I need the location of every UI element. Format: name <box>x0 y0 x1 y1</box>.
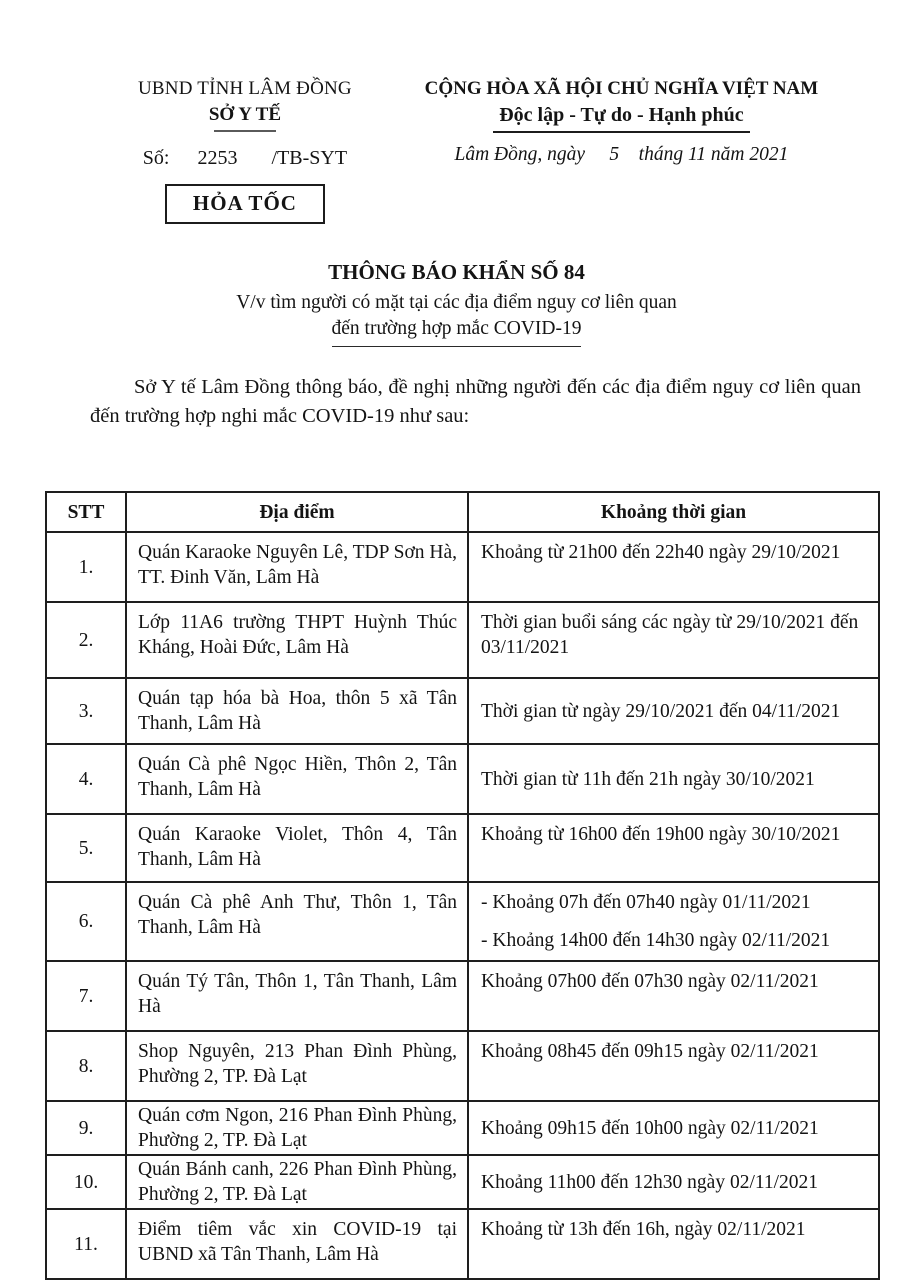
table-row <box>46 814 879 882</box>
row-number: 10. <box>46 1155 126 1209</box>
table-row <box>46 1209 879 1279</box>
place-and-date: Lâm Đồng, ngày 5 tháng 11 năm 2021 <box>454 144 789 165</box>
time-line: Thời gian từ 11h đến 21h ngày 30/10/2021 <box>481 768 815 790</box>
time-line: Khoảng từ 13h đến 16h, ngày 02/11/2021 <box>481 1219 806 1240</box>
location-cell: Quán Tý Tân, Thôn 1, Tân Thanh, Lâm Hà <box>126 961 468 1031</box>
row-number: 11. <box>46 1209 126 1279</box>
location-cell: Quán Karaoke Violet, Thôn 4, Tân Thanh, Lâm Hà <box>126 814 468 882</box>
time-cell <box>468 602 879 678</box>
table-row <box>46 532 879 602</box>
document-header <box>45 76 878 224</box>
row-number: 8. <box>46 1031 126 1101</box>
time-line: Khoảng 09h15 đến 10h00 ngày 02/11/2021 <box>481 1117 819 1139</box>
table-row <box>46 961 879 1031</box>
location-cell: Quán cơm Ngon, 216 Phan Đình Phùng, Phường 2, TP. Đà Lạt <box>126 1101 468 1155</box>
document-subtitle-line2: đến trường hợp mắc COVID-19 <box>332 316 582 347</box>
document-number-label: Số: <box>142 147 170 169</box>
time-line: Khoảng 11h00 đến 12h30 ngày 02/11/2021 <box>481 1171 819 1193</box>
row-number: 1. <box>46 532 126 602</box>
urgency-stamp: HỎA TỐC <box>165 184 325 224</box>
time-line: Khoảng 08h45 đến 09h15 ngày 02/11/2021 <box>481 1041 819 1062</box>
national-motto-line1: CỘNG HÒA XÃ HỘI CHỦ NGHĨA VIỆT NAM <box>424 78 819 99</box>
time-line: Khoảng từ 16h00 đến 19h00 ngày 30/10/2021 <box>481 824 841 845</box>
location-cell: Shop Nguyên, 213 Phan Đình Phùng, Phường 2, TP. Đà Lạt <box>126 1031 468 1101</box>
location-cell: Quán Karaoke Nguyên Lê, TDP Sơn Hà, TT. Đinh Văn, Lâm Hà <box>126 532 468 602</box>
location-cell: Quán Cà phê Ngọc Hiền, Thôn 2, Tân Thanh, Lâm Hà <box>126 744 468 814</box>
time-cell <box>468 1209 879 1279</box>
time-line: - Khoảng 07h đến 07h40 ngày 01/11/2021 <box>481 892 811 913</box>
row-number: 2. <box>46 602 126 678</box>
national-header-block <box>395 76 878 224</box>
parent-agency-name: UBND TỈNH LÂM ĐỒNG <box>138 78 352 99</box>
location-cell: Quán Bánh canh, 226 Phan Đình Phùng, Phường 2, TP. Đà Lạt <box>126 1155 468 1209</box>
time-cell <box>468 814 879 882</box>
time-line: Khoảng 07h00 đến 07h30 ngày 02/11/2021 <box>481 971 819 992</box>
time-line: Khoảng từ 21h00 đến 22h40 ngày 29/10/2021 <box>481 542 841 563</box>
table-row <box>46 1031 879 1101</box>
time-cell <box>468 744 879 814</box>
table-row <box>46 1101 879 1155</box>
table-row <box>46 602 879 678</box>
time-cell <box>468 1031 879 1101</box>
national-motto-line2: Độc lập - Tự do - Hạnh phúc <box>493 102 749 133</box>
table-header-row <box>46 492 879 532</box>
document-title-block <box>0 258 913 347</box>
location-cell: Quán Cà phê Anh Thư, Thôn 1, Tân Thanh, Lâm Hà <box>126 882 468 961</box>
row-number: 6. <box>46 882 126 961</box>
table-row <box>46 744 879 814</box>
row-number: 9. <box>46 1101 126 1155</box>
row-number: 3. <box>46 678 126 744</box>
column-header-stt: STT <box>46 492 126 532</box>
intro-paragraph: Sở Y tế Lâm Đồng thông báo, đề nghị những người đến các địa điểm nguy cơ liên quan đến trường hợp nghi mắc COVID-19 như sau: <box>90 376 861 427</box>
agency-name: SỞ Y TẾ <box>208 104 282 125</box>
time-cell <box>468 532 879 602</box>
document-number-value: 2253 <box>197 147 238 169</box>
time-line: - Khoảng 14h00 đến 14h30 ngày 02/11/2021 <box>481 930 831 951</box>
time-cell <box>468 1155 879 1209</box>
row-number: 5. <box>46 814 126 882</box>
row-number: 7. <box>46 961 126 1031</box>
table-row <box>46 1155 879 1209</box>
location-cell: Lớp 11A6 trường THPT Huỳnh Thúc Kháng, Hoài Đức, Lâm Hà <box>126 602 468 678</box>
time-cell <box>468 1101 879 1155</box>
issuing-agency-block <box>70 76 420 224</box>
agency-name-rule <box>214 130 276 132</box>
time-cell <box>468 678 879 744</box>
column-header-location: Địa điểm <box>126 492 468 532</box>
document-number-suffix: /TB-SYT <box>271 147 348 169</box>
table-row <box>46 882 879 961</box>
time-cell <box>468 882 879 961</box>
time-cell <box>468 961 879 1031</box>
time-line: Thời gian buổi sáng các ngày từ 29/10/2021 đến 03/11/2021 <box>481 612 859 658</box>
row-number: 4. <box>46 744 126 814</box>
location-cell: Quán tạp hóa bà Hoa, thôn 5 xã Tân Thanh, Lâm Hà <box>126 678 468 744</box>
document-subtitle-line1: V/v tìm người có mặt tại các địa điểm nguy cơ liên quan <box>236 292 677 313</box>
document-number-line <box>70 147 420 170</box>
column-header-time: Khoảng thời gian <box>468 492 879 532</box>
document-title: THÔNG BÁO KHẨN SỐ 84 <box>328 260 585 284</box>
risk-locations-table <box>45 491 880 1280</box>
location-cell: Điểm tiêm vắc xin COVID-19 tại UBND xã Tân Thanh, Lâm Hà <box>126 1209 468 1279</box>
time-line: Thời gian từ ngày 29/10/2021 đến 04/11/2021 <box>481 700 841 722</box>
table-row <box>46 678 879 744</box>
